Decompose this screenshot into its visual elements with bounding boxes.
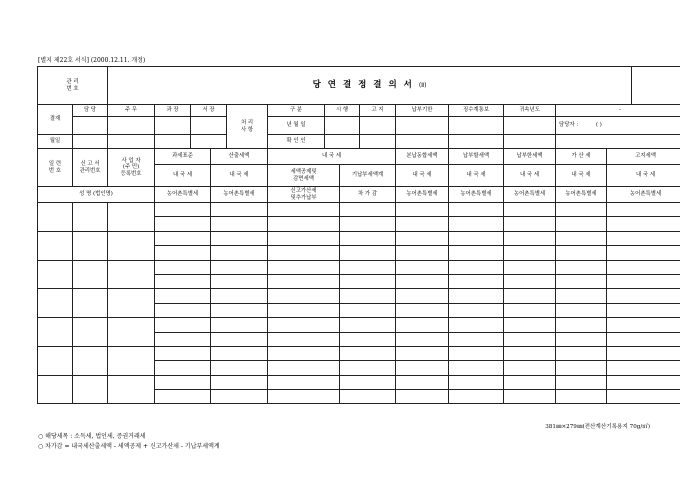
col-collection: 징수계통보	[449, 105, 504, 117]
title-right-blank	[632, 67, 680, 105]
amount-cell[interactable]	[211, 375, 268, 389]
filer-no-cell[interactable]	[73, 375, 108, 404]
amount-cell[interactable]	[155, 318, 211, 332]
amount-cell[interactable]	[340, 375, 396, 389]
amount-cell[interactable]	[396, 217, 449, 231]
sub-prepaid: 기납부세액계	[340, 165, 396, 187]
md-3[interactable]	[155, 135, 191, 149]
amount-cell[interactable]	[556, 260, 607, 274]
amount-cell[interactable]	[268, 203, 340, 217]
confirm-execution[interactable]	[325, 135, 360, 149]
amount-cell[interactable]	[340, 217, 396, 231]
amount-cell[interactable]	[340, 260, 396, 274]
amount-cell[interactable]	[340, 289, 396, 303]
serial-cell[interactable]	[38, 260, 73, 289]
sub-notice-tax: 내 국 세	[607, 165, 680, 187]
amount-cell[interactable]	[504, 361, 556, 375]
month-day-label: 월일	[38, 135, 73, 149]
biz-no-cell[interactable]	[108, 375, 155, 404]
amount-cell[interactable]	[607, 246, 680, 260]
amount-cell[interactable]	[155, 390, 211, 404]
entry-rows	[38, 203, 680, 404]
md-4[interactable]	[191, 135, 227, 149]
amount-cell[interactable]	[607, 346, 680, 360]
amount-cell[interactable]	[268, 390, 340, 404]
amount-cell[interactable]	[556, 332, 607, 346]
confirm-label: 확 인 인	[268, 135, 325, 149]
amount-cell[interactable]	[211, 303, 268, 317]
amount-cell[interactable]	[504, 203, 556, 217]
amount-cell[interactable]	[449, 346, 504, 360]
processing-label: 처 리 사 항	[227, 105, 268, 149]
third-calculated: 농어촌특별세	[211, 187, 268, 203]
amount-cell[interactable]	[504, 303, 556, 317]
amount-cell[interactable]	[556, 318, 607, 332]
amount-cell[interactable]	[504, 231, 556, 245]
amount-cell[interactable]	[556, 289, 607, 303]
third-penalty-add: 신고가산세 및추가납부	[268, 187, 340, 203]
amount-cell[interactable]	[396, 203, 449, 217]
third-payable: 농어촌특별세	[449, 187, 504, 203]
title-sub: (Ⅱ)	[418, 81, 427, 89]
amount-cell[interactable]	[396, 346, 449, 360]
amount-cell[interactable]	[556, 346, 607, 360]
approver-1: 담 당	[73, 105, 108, 117]
amount-cell[interactable]	[504, 332, 556, 346]
amount-cell[interactable]	[556, 375, 607, 389]
sub-payable: 내 국 세	[449, 165, 504, 187]
amount-cell[interactable]	[211, 361, 268, 375]
amount-cell[interactable]	[340, 361, 396, 375]
amount-cell[interactable]	[607, 303, 680, 317]
mgmt-number-label: 관 리 번 호	[38, 67, 108, 105]
amount-cell[interactable]	[155, 303, 211, 317]
group-notice-tax: 고지세액	[607, 149, 680, 165]
amount-cell[interactable]	[268, 231, 340, 245]
amount-cell[interactable]	[396, 390, 449, 404]
sign-4[interactable]	[191, 117, 227, 135]
amount-cell[interactable]	[449, 375, 504, 389]
date-notice[interactable]	[360, 117, 396, 135]
approver-4: 서 장	[191, 105, 227, 117]
approver-3: 과 장	[155, 105, 191, 117]
table-row	[38, 289, 680, 303]
date-due[interactable]	[396, 117, 449, 135]
tax-year-value: -	[556, 105, 680, 117]
group-penalty: 가 산 세	[556, 149, 607, 165]
amount-cell[interactable]	[268, 289, 340, 303]
amount-cell[interactable]	[607, 231, 680, 245]
filer-no-cell[interactable]	[73, 346, 108, 375]
group-paid: 납부한세액	[504, 149, 556, 165]
amount-cell[interactable]	[155, 274, 211, 288]
amount-cell[interactable]	[268, 260, 340, 274]
amount-cell[interactable]	[268, 303, 340, 317]
group-payable: 납부할세액	[449, 149, 504, 165]
confirm-due[interactable]	[396, 135, 449, 149]
table-row	[38, 346, 680, 360]
decision-form-table	[37, 66, 680, 404]
amount-cell[interactable]	[396, 318, 449, 332]
table-row	[38, 231, 680, 245]
third-penalty: 농어촌특별세	[556, 187, 607, 203]
amount-cell[interactable]	[340, 303, 396, 317]
biz-no-cell[interactable]	[108, 203, 155, 232]
serial-cell[interactable]	[38, 203, 73, 232]
amount-cell[interactable]	[556, 303, 607, 317]
amount-cell[interactable]	[556, 203, 607, 217]
group-calculated: 산출세액	[211, 149, 268, 165]
amount-cell[interactable]	[155, 289, 211, 303]
amount-cell[interactable]	[607, 289, 680, 303]
confirm-right-blank	[556, 135, 680, 149]
amount-cell[interactable]	[211, 260, 268, 274]
third-net: 차 가 감	[340, 187, 396, 203]
amount-cell[interactable]	[268, 246, 340, 260]
col-tax-year: 귀속년도	[504, 105, 556, 117]
amount-cell[interactable]	[504, 318, 556, 332]
amount-cell[interactable]	[396, 231, 449, 245]
serial-label: 일 련 번 호	[38, 149, 73, 187]
amount-cell[interactable]	[211, 217, 268, 231]
amount-cell[interactable]	[449, 361, 504, 375]
filer-no-cell[interactable]	[73, 260, 108, 289]
third-combined: 농어촌특별세	[396, 187, 449, 203]
md-2[interactable]	[108, 135, 155, 149]
group-domestic: 내 국 세	[268, 149, 396, 165]
date-execution[interactable]	[325, 117, 360, 135]
biz-no-cell[interactable]	[108, 289, 155, 318]
third-notice-tax: 농어촌특별세	[607, 187, 680, 203]
amount-cell[interactable]	[607, 217, 680, 231]
amount-cell[interactable]	[155, 203, 211, 217]
serial-cell[interactable]	[38, 375, 73, 404]
amount-cell[interactable]	[449, 203, 504, 217]
amount-cell[interactable]	[155, 231, 211, 245]
serial-cell[interactable]	[38, 289, 73, 318]
sign-2[interactable]	[108, 117, 155, 135]
amount-cell[interactable]	[449, 274, 504, 288]
amount-cell[interactable]	[268, 274, 340, 288]
amount-cell[interactable]	[449, 231, 504, 245]
amount-cell[interactable]	[211, 274, 268, 288]
biz-no-cell[interactable]	[108, 318, 155, 347]
amount-cell[interactable]	[449, 332, 504, 346]
amount-cell[interactable]	[504, 346, 556, 360]
amount-cell[interactable]	[211, 318, 268, 332]
amount-cell[interactable]	[556, 217, 607, 231]
amount-cell[interactable]	[155, 332, 211, 346]
amount-cell[interactable]	[268, 332, 340, 346]
amount-cell[interactable]	[504, 274, 556, 288]
md-1[interactable]	[73, 135, 108, 149]
amount-cell[interactable]	[155, 246, 211, 260]
amount-cell[interactable]	[340, 231, 396, 245]
officer-paren: ( )	[595, 122, 602, 129]
table-row	[38, 318, 680, 332]
amount-cell[interactable]	[340, 203, 396, 217]
sub-tax-base: 내 국 세	[155, 165, 211, 187]
paper-size-note: 381㎜×279㎜(전산계산기록용지 70g/㎡)	[545, 424, 650, 430]
amount-cell[interactable]	[449, 289, 504, 303]
amount-cell[interactable]	[211, 346, 268, 360]
amount-cell[interactable]	[556, 390, 607, 404]
third-tax-base: 농어촌특별세	[155, 187, 211, 203]
amount-cell[interactable]	[449, 318, 504, 332]
amount-cell[interactable]	[396, 260, 449, 274]
amount-cell[interactable]	[396, 246, 449, 260]
amount-cell[interactable]	[504, 246, 556, 260]
amount-cell[interactable]	[607, 390, 680, 404]
name-label: 성 명 (법인명)	[38, 187, 155, 203]
amount-cell[interactable]	[268, 346, 340, 360]
biz-no-cell[interactable]	[108, 260, 155, 289]
serial-cell[interactable]	[38, 346, 73, 375]
date-blank	[504, 117, 556, 135]
amount-cell[interactable]	[396, 274, 449, 288]
division-label: 구 분	[268, 105, 325, 117]
footnotes	[38, 432, 220, 452]
amount-cell[interactable]	[556, 246, 607, 260]
amount-cell[interactable]	[211, 332, 268, 346]
amount-cell[interactable]	[396, 289, 449, 303]
date-collection[interactable]	[449, 117, 504, 135]
serial-cell[interactable]	[38, 318, 73, 347]
sign-1[interactable]	[73, 117, 108, 135]
amount-cell[interactable]	[340, 346, 396, 360]
amount-cell[interactable]	[211, 390, 268, 404]
amount-cell[interactable]	[340, 332, 396, 346]
group-tax-base: 과세표준	[155, 149, 211, 165]
table-row	[38, 260, 680, 274]
third-paid: 농어촌특별세	[504, 187, 556, 203]
confirm-notice[interactable]	[360, 135, 396, 149]
approval-label: 결재	[38, 105, 73, 135]
filer-no-label: 신 고 서 관리번호	[73, 149, 108, 187]
amount-cell[interactable]	[155, 361, 211, 375]
confirm-collection[interactable]	[449, 135, 504, 149]
amount-cell[interactable]	[607, 332, 680, 346]
amount-cell[interactable]	[607, 260, 680, 274]
footnote-1: ○ 해당세목 : 소득세, 법인세, 증권거래세	[38, 433, 146, 440]
amount-cell[interactable]	[607, 274, 680, 288]
amount-cell[interactable]	[504, 217, 556, 231]
officer-cell[interactable]	[556, 117, 680, 135]
sub-credit: 세액공제및 감면세액	[268, 165, 340, 187]
amount-cell[interactable]	[607, 203, 680, 217]
filer-no-cell[interactable]	[73, 289, 108, 318]
amount-cell[interactable]	[449, 260, 504, 274]
col-notice: 고 지	[360, 105, 396, 117]
amount-cell[interactable]	[607, 361, 680, 375]
amount-cell[interactable]	[340, 318, 396, 332]
amount-cell[interactable]	[155, 375, 211, 389]
amount-cell[interactable]	[268, 318, 340, 332]
col-due-date: 납부기한	[396, 105, 449, 117]
footnote-2: ○ 차가감 = 내국세산출세액 - 세액공제 + 신고가산세 - 기납부세액계	[38, 443, 220, 450]
biz-no-cell[interactable]	[108, 231, 155, 260]
amount-cell[interactable]	[340, 274, 396, 288]
table-row	[38, 203, 680, 217]
amount-cell[interactable]	[504, 289, 556, 303]
amount-cell[interactable]	[607, 375, 680, 389]
amount-cell[interactable]	[340, 246, 396, 260]
amount-cell[interactable]	[504, 390, 556, 404]
sub-paid: 내 국 세	[504, 165, 556, 187]
amount-cell[interactable]	[211, 289, 268, 303]
amount-cell[interactable]	[449, 303, 504, 317]
amount-cell[interactable]	[396, 303, 449, 317]
amount-cell[interactable]	[396, 361, 449, 375]
table-row	[38, 375, 680, 389]
amount-cell[interactable]	[396, 375, 449, 389]
sub-penalty: 내 국 세	[556, 165, 607, 187]
amount-cell[interactable]	[449, 246, 504, 260]
amount-cell[interactable]	[211, 246, 268, 260]
amount-cell[interactable]	[556, 231, 607, 245]
amount-cell[interactable]	[211, 203, 268, 217]
serial-cell[interactable]	[38, 231, 73, 260]
amount-cell[interactable]	[155, 346, 211, 360]
amount-cell[interactable]	[268, 361, 340, 375]
amount-cell[interactable]	[449, 390, 504, 404]
amount-cell[interactable]	[607, 318, 680, 332]
amount-cell[interactable]	[504, 375, 556, 389]
confirm-blank	[504, 135, 556, 149]
title-main: 당 연 결 정 결 의 서	[312, 79, 414, 90]
amount-cell[interactable]	[211, 231, 268, 245]
date-label: 년 월 일	[268, 117, 325, 135]
group-combined: 본납동합세액	[396, 149, 449, 165]
amount-cell[interactable]	[155, 260, 211, 274]
biz-no-cell[interactable]	[108, 346, 155, 375]
law-reference: [별지 제22호 서식] (2000.12.11. 개정)	[38, 57, 146, 64]
filer-no-cell[interactable]	[73, 203, 108, 232]
filer-no-cell[interactable]	[73, 231, 108, 260]
filer-no-cell[interactable]	[73, 318, 108, 347]
amount-cell[interactable]	[155, 217, 211, 231]
amount-cell[interactable]	[396, 332, 449, 346]
amount-cell[interactable]	[449, 217, 504, 231]
sign-3[interactable]	[155, 117, 191, 135]
amount-cell[interactable]	[556, 361, 607, 375]
officer-label: 담당자 :	[559, 122, 579, 129]
sub-combined: 내 국 세	[396, 165, 449, 187]
amount-cell[interactable]	[556, 274, 607, 288]
amount-cell[interactable]	[268, 217, 340, 231]
amount-cell[interactable]	[504, 260, 556, 274]
sub-calculated: 내 국 세	[211, 165, 268, 187]
col-execution: 시 행	[325, 105, 360, 117]
amount-cell[interactable]	[268, 375, 340, 389]
form-title	[108, 67, 632, 105]
biz-no-label: 사 업 자 (주 민) 등록번호	[108, 149, 155, 187]
approver-2: 주 무	[108, 105, 155, 117]
amount-cell[interactable]	[340, 390, 396, 404]
